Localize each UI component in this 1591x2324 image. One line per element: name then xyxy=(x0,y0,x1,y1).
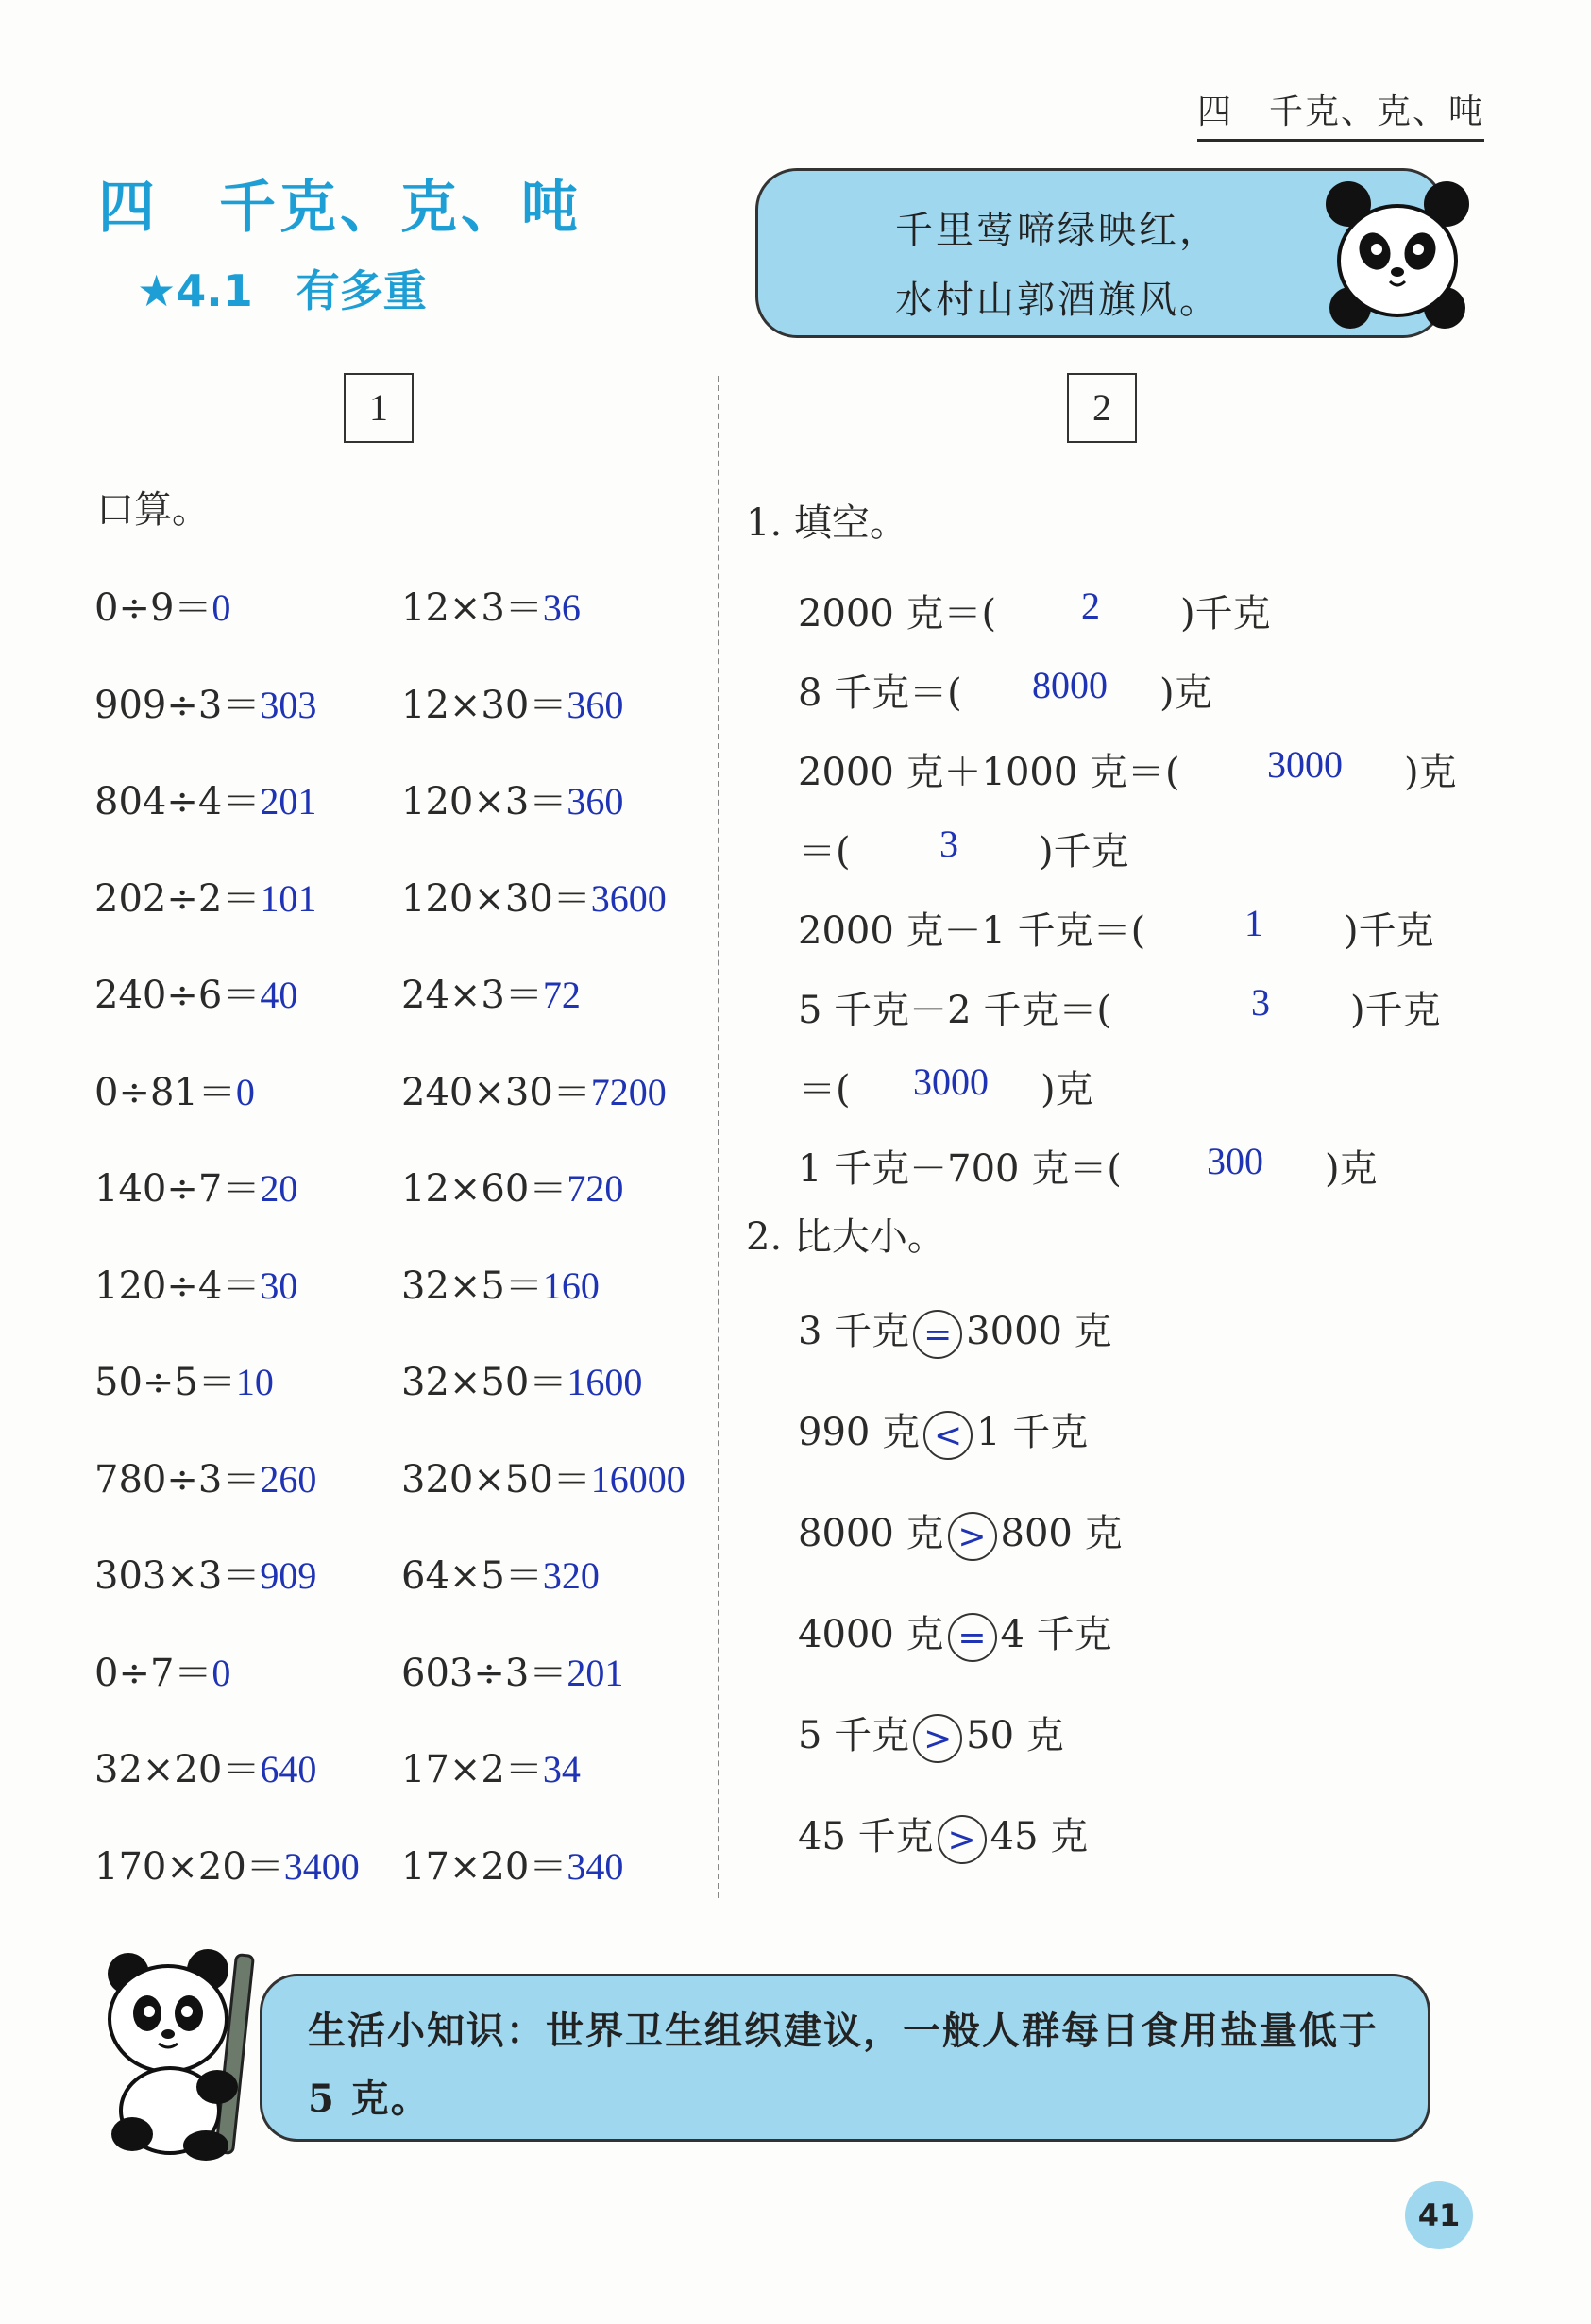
calc-question: 50÷5＝ xyxy=(94,1361,236,1404)
fill-blank-suffix: )克 xyxy=(1159,671,1212,715)
oral-calc-item xyxy=(401,1643,623,1697)
calc-question: 170×20＝ xyxy=(94,1844,284,1889)
page-number: 41 xyxy=(1405,2181,1473,2249)
oral-calc-item xyxy=(94,772,316,825)
tip-text: 生活小知识：世界卫生组织建议，一般人群每日食用盐量低于 5 克。 xyxy=(308,2009,1379,2121)
calc-answer: 36 xyxy=(542,586,581,629)
calc-answer: 20 xyxy=(260,1167,298,1210)
calc-answer: 0 xyxy=(235,1070,255,1113)
oral-calc-item xyxy=(401,1546,600,1600)
calc-answer: 303 xyxy=(260,683,317,726)
calc-question: 120×30＝ xyxy=(401,876,591,921)
fill-blank-suffix: )千克 xyxy=(1350,989,1441,1032)
oral-calc-item xyxy=(401,869,667,923)
compare-left: 8000 克 xyxy=(798,1512,944,1555)
oral-calc-item xyxy=(401,1256,600,1310)
calc-question: 32×5＝ xyxy=(401,1264,543,1308)
fill-blank-suffix: )千克 xyxy=(1039,830,1129,874)
calc-question: 0÷9＝ xyxy=(94,586,212,630)
calc-question: 17×20＝ xyxy=(401,1844,567,1889)
compare-sign: = xyxy=(913,1310,962,1359)
compare-left: 5 千克 xyxy=(798,1714,910,1757)
oral-calc-item xyxy=(94,965,297,1019)
oral-calc-item xyxy=(401,1159,623,1213)
calc-question: 32×20＝ xyxy=(94,1748,261,1791)
calc-answer: 0 xyxy=(212,586,231,629)
calc-answer: 160 xyxy=(542,1264,600,1307)
fill-blank-answer: 8000 xyxy=(1032,664,1108,706)
compare-left: 3 千克 xyxy=(798,1310,910,1353)
fill-blank-prefix: 2000 克＋1000 克＝( xyxy=(798,751,1180,794)
calc-answer: 16000 xyxy=(590,1457,685,1501)
compare-right: 1 千克 xyxy=(976,1411,1089,1454)
fill-blank-prefix: 2000 克－1 千克＝( xyxy=(798,909,1146,953)
compare-right: 45 克 xyxy=(990,1815,1089,1858)
lesson-title: ★4.1 有多重 xyxy=(137,265,427,316)
oral-calc-item xyxy=(94,675,316,729)
poem-line-2: 水村山郭酒旗风。 xyxy=(895,279,1220,322)
calc-question: 17×2＝ xyxy=(401,1748,543,1791)
compare-left: 4000 克 xyxy=(798,1613,944,1656)
section-2-number: 2 xyxy=(1067,373,1137,443)
compare-left: 990 克 xyxy=(798,1411,921,1454)
calc-answer: 720 xyxy=(567,1167,624,1210)
calc-question: 909÷3＝ xyxy=(94,683,261,727)
poem-line-1: 千里莺啼绿映红， xyxy=(895,209,1220,252)
calc-answer: 640 xyxy=(260,1748,317,1790)
fill-blank-suffix: )克 xyxy=(1041,1068,1093,1111)
calc-answer: 340 xyxy=(567,1844,624,1888)
calc-answer: 360 xyxy=(567,683,624,726)
calc-answer: 3400 xyxy=(283,1844,360,1888)
calc-answer: 3600 xyxy=(590,876,667,920)
calc-question: 804÷4＝ xyxy=(94,780,261,823)
compare-sign: > xyxy=(938,1815,987,1864)
compare-right: 4 千克 xyxy=(1000,1613,1112,1656)
fill-blank-answer: 1 xyxy=(1244,902,1263,944)
calc-question: 12×30＝ xyxy=(401,683,567,727)
chapter-title: 四 千克、克、吨 xyxy=(98,175,582,241)
oral-calc-item xyxy=(94,1837,360,1891)
column-divider xyxy=(718,376,719,1898)
oral-calc-item xyxy=(401,1450,685,1503)
calc-answer: 0 xyxy=(212,1651,231,1694)
fill-blank-answer: 3000 xyxy=(913,1060,989,1103)
fill-blank-answer: 300 xyxy=(1207,1140,1263,1182)
compare-right: 3000 克 xyxy=(966,1310,1112,1353)
calc-question: 64×5＝ xyxy=(401,1554,543,1598)
oral-calc-item xyxy=(401,1739,581,1793)
calc-question: 320×50＝ xyxy=(401,1457,591,1501)
section-1-heading: 口算。 xyxy=(96,488,210,532)
panda-head-icon xyxy=(1322,178,1473,329)
calc-question: 140÷7＝ xyxy=(94,1167,261,1211)
tip-box xyxy=(260,1974,1430,2142)
calc-answer: 201 xyxy=(260,780,317,823)
oral-calc-item xyxy=(94,1643,230,1697)
question-2-heading: 2. 比大小。 xyxy=(746,1215,945,1259)
fill-blank-answer: 3 xyxy=(939,823,958,865)
fill-blank-answer: 3 xyxy=(1251,981,1270,1024)
oral-calc-item xyxy=(94,1159,297,1213)
fill-blank-suffix: )千克 xyxy=(1180,592,1271,636)
oral-calc-item xyxy=(94,1546,316,1600)
calc-answer: 34 xyxy=(542,1748,581,1790)
fill-blank-prefix: 5 千克－2 千克＝( xyxy=(798,989,1111,1032)
calc-answer: 360 xyxy=(567,780,624,823)
oral-calc-item xyxy=(401,965,581,1019)
compare-item xyxy=(798,1604,1112,1662)
calc-question: 303×3＝ xyxy=(94,1554,261,1598)
oral-calc-item xyxy=(401,772,623,825)
compare-right: 50 克 xyxy=(966,1714,1064,1757)
section-1-number: 1 xyxy=(344,373,414,443)
oral-calc-item xyxy=(401,1062,667,1116)
calc-question: 12×3＝ xyxy=(401,586,543,630)
calc-question: 240÷6＝ xyxy=(94,974,261,1017)
oral-calc-item xyxy=(94,1062,255,1116)
oral-calc-item xyxy=(401,675,623,729)
calc-question: 240×30＝ xyxy=(401,1070,591,1114)
poem-text xyxy=(895,195,1220,335)
fill-blank-suffix: )克 xyxy=(1325,1147,1378,1191)
running-header: 四 千克、克、吨 xyxy=(1197,85,1484,142)
oral-calc-item xyxy=(94,869,316,923)
compare-item xyxy=(798,1705,1064,1763)
fill-blank-suffix: )千克 xyxy=(1344,909,1434,953)
fill-blank-answer: 2 xyxy=(1081,585,1100,627)
fill-blank-prefix: 1 千克－700 克＝( xyxy=(798,1147,1122,1191)
calc-question: 202÷2＝ xyxy=(94,876,261,921)
oral-calc-item xyxy=(94,1256,297,1310)
calc-question: 32×50＝ xyxy=(401,1361,567,1404)
compare-left: 45 千克 xyxy=(798,1815,934,1858)
compare-sign: = xyxy=(948,1613,997,1662)
compare-sign: > xyxy=(948,1512,997,1561)
calc-answer: 72 xyxy=(542,974,581,1016)
oral-calc-item xyxy=(94,1450,316,1503)
calc-answer: 7200 xyxy=(590,1070,667,1113)
oral-calc-item xyxy=(94,1352,274,1406)
question-1-heading: 1. 填空。 xyxy=(746,501,907,545)
calc-question: 24×3＝ xyxy=(401,974,543,1017)
calc-answer: 320 xyxy=(542,1554,600,1597)
calc-answer: 40 xyxy=(260,974,298,1016)
calc-question: 12×60＝ xyxy=(401,1167,567,1211)
compare-sign: > xyxy=(913,1714,962,1763)
calc-question: 0÷7＝ xyxy=(94,1651,212,1695)
fill-blank-prefix: ＝( xyxy=(798,830,851,874)
calc-question: 0÷81＝ xyxy=(94,1070,236,1114)
calc-answer: 10 xyxy=(235,1361,274,1403)
oral-calc-item xyxy=(401,1837,623,1891)
panda-with-brush-icon xyxy=(94,1936,283,2163)
calc-question: 120÷4＝ xyxy=(94,1264,261,1308)
compare-item xyxy=(798,1503,1123,1561)
calc-question: 120×3＝ xyxy=(401,780,567,823)
oral-calc-item xyxy=(401,1352,642,1406)
calc-answer: 201 xyxy=(567,1651,624,1694)
fill-blank-prefix: 2000 克＝( xyxy=(798,592,997,636)
calc-answer: 909 xyxy=(260,1554,317,1597)
compare-item xyxy=(798,1402,1088,1460)
oral-calc-item xyxy=(94,578,230,632)
calc-answer: 30 xyxy=(260,1264,298,1307)
calc-answer: 260 xyxy=(260,1457,317,1501)
compare-item xyxy=(798,1807,1088,1864)
oral-calc-item xyxy=(401,578,581,632)
calc-question: 780÷3＝ xyxy=(94,1457,261,1501)
calc-answer: 1600 xyxy=(567,1361,643,1403)
oral-calc-item xyxy=(94,1739,316,1793)
compare-right: 800 克 xyxy=(1000,1512,1123,1555)
fill-blank-answer: 3000 xyxy=(1267,743,1343,786)
fill-blank-prefix: 8 千克＝( xyxy=(798,671,962,715)
fill-blank-suffix: )克 xyxy=(1404,751,1457,794)
compare-item xyxy=(798,1301,1112,1359)
fill-blank-prefix: ＝( xyxy=(798,1068,851,1111)
compare-sign: < xyxy=(923,1411,973,1460)
calc-question: 603÷3＝ xyxy=(401,1651,567,1695)
calc-answer: 101 xyxy=(260,876,317,920)
